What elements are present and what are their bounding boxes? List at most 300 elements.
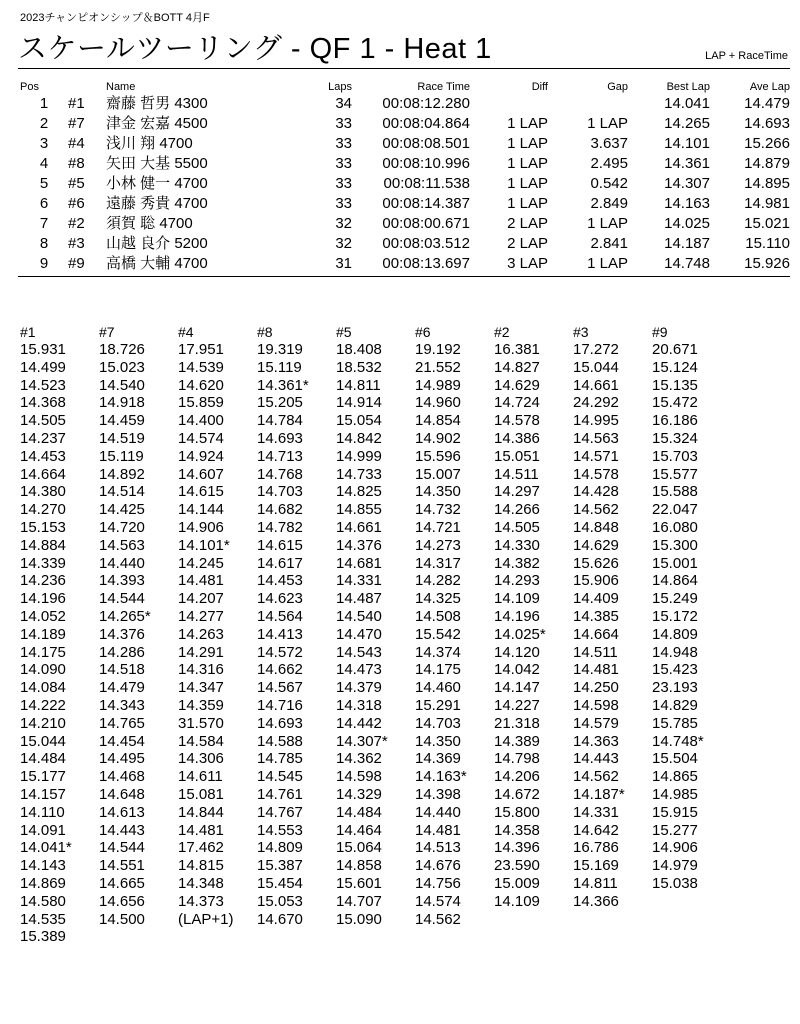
result-diff: 1 LAP [507, 115, 548, 132]
result-best: 14.101 [664, 135, 710, 152]
lap-row [20, 341, 731, 359]
lap-time: 14.598 [573, 696, 619, 714]
lap-time: 14.222 [20, 696, 66, 714]
lap-time: 14.551 [99, 857, 145, 875]
lap-time: 14.428 [573, 483, 619, 501]
lap-time: 14.481 [573, 661, 619, 679]
lap-time: 14.544 [99, 839, 145, 857]
result-gap: 3.637 [590, 135, 628, 152]
lap-time: 14.317 [415, 554, 461, 572]
lap-time: 14.720 [99, 518, 145, 536]
lap-row [20, 626, 731, 644]
lap-row [20, 839, 731, 857]
result-name: 小林 健一 4700 [106, 175, 208, 192]
lap-time: 15.177 [20, 768, 66, 786]
lap-time: 14.567 [257, 679, 303, 697]
result-race-time: 00:08:08.501 [382, 135, 470, 152]
lap-time: 14.511 [494, 465, 539, 483]
lap-row [20, 377, 731, 395]
lap-time: 14.693 [257, 714, 303, 732]
lap-time: 14.245 [178, 554, 224, 572]
lap-time: 14.869 [20, 874, 66, 892]
lap-time: 14.829 [652, 696, 698, 714]
lap-time: 14.297 [494, 483, 540, 501]
lap-time: 15.064 [336, 839, 382, 857]
lap-time: 14.960 [415, 394, 461, 412]
lap-time: 15.542 [415, 625, 461, 643]
lap-time: 14.713 [257, 447, 303, 465]
result-diff: 1 LAP [507, 195, 548, 212]
lap-time: 15.915 [652, 803, 698, 821]
lap-time: 14.539 [178, 358, 224, 376]
result-diff: 2 LAP [507, 235, 548, 252]
result-best: 14.361 [664, 155, 710, 172]
lap-time: 14.682 [257, 501, 303, 519]
lap-times-table [20, 323, 731, 946]
lap-time: 14.376 [336, 536, 382, 554]
lap-time: 14.325 [415, 590, 461, 608]
col-header-diff: Diff [531, 81, 548, 93]
lap-time: 17.272 [573, 341, 619, 358]
lap-time: 14.330 [494, 536, 540, 554]
result-row [20, 94, 790, 114]
lap-time: 14.858 [336, 857, 382, 875]
lap-time: 14.175 [415, 661, 461, 679]
lap-time: 14.562 [573, 768, 619, 786]
lap-time: 14.207 [178, 590, 224, 608]
result-num: #2 [68, 215, 85, 232]
lap-row [20, 893, 731, 911]
lap-time: 14.514 [99, 483, 145, 501]
lap-time: 14.361* [257, 376, 309, 394]
result-num: #3 [68, 235, 85, 252]
lap-time: 14.540 [336, 607, 382, 625]
result-laps: 31 [335, 255, 352, 272]
col-header-name: Name [106, 81, 136, 93]
lap-time: 14.798 [494, 750, 540, 768]
lap-time: 14.914 [336, 394, 382, 412]
lap-time: 14.584 [178, 732, 224, 750]
result-diff: 2 LAP [507, 215, 548, 232]
lap-time: 14.918 [99, 394, 145, 412]
result-num: #1 [68, 95, 85, 112]
lap-time: 14.784 [257, 412, 303, 430]
lap-time: 15.588 [652, 483, 698, 501]
lap-time: 19.192 [415, 341, 461, 358]
lap-time: 14.505 [20, 412, 66, 430]
lap-time: 14.523 [20, 376, 66, 394]
lap-column-header: #5 [336, 324, 352, 340]
lap-column-header: #8 [257, 324, 273, 340]
lap-time: 15.601 [336, 874, 382, 892]
lap-time: 15.389 [20, 928, 66, 946]
lap-time: 21.318 [494, 714, 540, 732]
lap-time: 14.459 [99, 412, 145, 430]
lap-time: 14.398 [415, 785, 461, 803]
lap-time: 15.135 [652, 376, 698, 394]
lap-time: 14.442 [336, 714, 382, 732]
lap-time: 14.733 [336, 465, 382, 483]
lap-time: 14.574 [415, 892, 461, 910]
lap-time: 14.707 [336, 892, 382, 910]
result-name: 高橋 大輔 4700 [106, 255, 208, 272]
lap-row [20, 679, 731, 697]
lap-time: 14.376 [99, 625, 145, 643]
result-num: #8 [68, 155, 85, 172]
lap-time: 16.186 [652, 412, 698, 430]
lap-time: 14.892 [99, 465, 145, 483]
lap-time: 14.811 [336, 376, 381, 394]
result-gap: 2.849 [590, 195, 628, 212]
lap-time: 14.676 [415, 857, 461, 875]
lap-time: 14.578 [494, 412, 540, 430]
result-name: 須賀 聡 4700 [106, 215, 193, 232]
lap-time: 14.041* [20, 839, 72, 857]
lap-time: 14.768 [257, 465, 303, 483]
col-header-laps: Laps [328, 81, 352, 93]
lap-time: 14.389 [494, 732, 540, 750]
result-row [20, 214, 790, 234]
result-laps: 33 [335, 195, 352, 212]
result-pos: 2 [39, 115, 49, 132]
lap-time: 14.629 [573, 536, 619, 554]
lap-time: 14.809 [257, 839, 303, 857]
lap-time: 14.481 [178, 821, 224, 839]
lap-time: 15.577 [652, 465, 698, 483]
lap-time: 15.785 [652, 714, 698, 732]
lap-time: 14.189 [20, 625, 66, 643]
lap-time: 14.989 [415, 376, 461, 394]
result-race-time: 00:08:13.697 [382, 255, 470, 272]
lap-time: 14.286 [99, 643, 145, 661]
result-pos: 8 [39, 235, 49, 252]
result-ave: 14.981 [744, 195, 790, 212]
lap-time: 14.362 [336, 750, 382, 768]
lap-time: 14.811 [573, 874, 618, 892]
lap-time: 14.842 [336, 429, 382, 447]
lap-time: 14.827 [494, 358, 540, 376]
result-pos: 3 [39, 135, 49, 152]
lap-time: 17.951 [178, 341, 224, 358]
result-row [20, 154, 790, 174]
lap-time: 15.053 [257, 892, 303, 910]
lap-time: 14.999 [336, 447, 382, 465]
event-subtitle: 2023チャンピオンシップ＆BOTT 4月F [20, 12, 210, 24]
lap-time: 14.331 [573, 803, 619, 821]
lap-row [20, 359, 731, 377]
lap-time: 14.782 [257, 518, 303, 536]
lap-time: 14.413 [257, 625, 303, 643]
lap-time: 14.598 [336, 768, 382, 786]
lap-time: 16.381 [494, 341, 540, 358]
lap-time: 14.464 [336, 821, 382, 839]
lap-time: 14.157 [20, 785, 66, 803]
col-header-race-time: Race Time [417, 81, 470, 93]
lap-time: 14.732 [415, 501, 461, 519]
result-laps: 33 [335, 135, 352, 152]
result-diff: 1 LAP [507, 155, 548, 172]
lap-column-header: #6 [415, 324, 431, 340]
lap-time: 14.473 [336, 661, 382, 679]
lap-time: 14.765 [99, 714, 145, 732]
lap-column-header: #1 [20, 324, 36, 340]
result-best: 14.163 [664, 195, 710, 212]
lap-time: 14.369 [415, 750, 461, 768]
lap-time: 14.273 [415, 536, 461, 554]
lap-row [20, 466, 731, 484]
lap-time: 14.425 [99, 501, 145, 519]
lap-time: 16.080 [652, 518, 698, 536]
lap-time: 14.703 [415, 714, 461, 732]
lap-time: 14.661 [573, 376, 619, 394]
lap-time: 14.347 [178, 679, 224, 697]
lap-time: 14.670 [257, 910, 303, 928]
lap-time: 15.324 [652, 429, 698, 447]
lap-time: 14.484 [336, 803, 382, 821]
page-title: スケールツーリング - QF 1 - Heat 1 [18, 33, 492, 65]
lap-time: 14.144 [178, 501, 224, 519]
lap-row [20, 644, 731, 662]
result-num: #5 [68, 175, 85, 192]
lap-row [20, 928, 731, 946]
result-best: 14.187 [664, 235, 710, 252]
lap-time: 14.761 [257, 785, 303, 803]
lap-time: 14.348 [178, 874, 224, 892]
result-name: 矢田 大基 5500 [106, 155, 208, 172]
lap-time: 14.815 [178, 857, 224, 875]
lap-time: 14.210 [20, 714, 66, 732]
lap-time: 14.672 [494, 785, 540, 803]
lap-time: 14.358 [494, 821, 540, 839]
lap-time: 14.385 [573, 607, 619, 625]
lap-time: 14.379 [336, 679, 382, 697]
result-race-time: 00:08:11.538 [383, 175, 470, 192]
lap-time: 14.703 [257, 483, 303, 501]
result-name: 津金 宏嘉 4500 [106, 115, 208, 132]
result-ave: 14.479 [744, 95, 790, 112]
result-best: 14.041 [664, 95, 710, 112]
lap-row [20, 768, 731, 786]
result-ave: 15.021 [744, 215, 790, 232]
result-name: 浅川 翔 4700 [106, 135, 193, 152]
lap-time: 14.250 [573, 679, 619, 697]
result-pos: 1 [39, 95, 49, 112]
result-num: #4 [68, 135, 85, 152]
lap-time: 14.382 [494, 554, 540, 572]
lap-time: 17.462 [178, 839, 224, 857]
result-num: #9 [68, 255, 85, 272]
lap-time: 14.563 [99, 536, 145, 554]
lap-time: 14.453 [257, 572, 303, 590]
lap-time: 20.671 [652, 341, 698, 358]
lap-time: 15.800 [494, 803, 540, 821]
result-race-time: 00:08:03.512 [382, 235, 470, 252]
lap-time: 14.307* [336, 732, 388, 750]
lap-time: 14.864 [652, 572, 698, 590]
lap-time: 24.292 [573, 394, 619, 412]
lap-times-header-row [20, 323, 731, 341]
lap-time: 14.025* [494, 625, 546, 643]
lap-time: 14.495 [99, 750, 145, 768]
lap-row [20, 394, 731, 412]
lap-column-header: #2 [494, 324, 510, 340]
lap-time: 14.505 [494, 518, 540, 536]
lap-time: 14.948 [652, 643, 698, 661]
lap-time: 15.472 [652, 394, 698, 412]
lap-time: 14.588 [257, 732, 303, 750]
lap-time: 14.366 [573, 892, 619, 910]
lap-time: 14.484 [20, 750, 66, 768]
lap-time: 15.596 [415, 447, 461, 465]
result-pos: 5 [39, 175, 49, 192]
result-gap: 2.841 [590, 235, 628, 252]
col-header-best-lap: Best Lap [666, 81, 710, 93]
lap-row [20, 911, 731, 929]
result-ave: 15.110 [745, 235, 790, 252]
lap-time: 14.572 [257, 643, 303, 661]
lap-time: 14.443 [573, 750, 619, 768]
lap-time: 14.979 [652, 857, 698, 875]
result-name: 山越 良介 5200 [106, 235, 208, 252]
lap-time: 14.748* [652, 732, 704, 750]
lap-time: 14.661 [336, 518, 382, 536]
result-ave: 14.879 [744, 155, 790, 172]
lap-time: 15.423 [652, 661, 698, 679]
lap-time: 14.101* [178, 536, 230, 554]
lap-row [20, 412, 731, 430]
lap-time: 21.552 [415, 358, 461, 376]
lap-time: 14.206 [494, 768, 540, 786]
result-best: 14.748 [664, 255, 710, 272]
lap-time: 14.373 [178, 892, 224, 910]
lap-column-header: #3 [573, 324, 589, 340]
lap-time: 14.865 [652, 768, 698, 786]
lap-time: 14.511 [573, 643, 618, 661]
lap-time: 14.693 [257, 429, 303, 447]
lap-time: 14.386 [494, 429, 540, 447]
lap-time: 18.726 [99, 341, 145, 358]
lap-time: 14.681 [336, 554, 382, 572]
lap-time: 14.809 [652, 625, 698, 643]
lap-time: 15.387 [257, 857, 303, 875]
lap-time: 15.044 [20, 732, 66, 750]
lap-time: 18.408 [336, 341, 382, 358]
lap-time: 14.052 [20, 607, 66, 625]
lap-time: 14.884 [20, 536, 66, 554]
lap-time: 14.196 [494, 607, 540, 625]
lap-row [20, 786, 731, 804]
lap-time: 15.454 [257, 874, 303, 892]
lap-time: 14.985 [652, 785, 698, 803]
lap-time: 14.368 [20, 394, 66, 412]
result-row [20, 234, 790, 254]
lap-time: 15.277 [652, 821, 698, 839]
lap-time: 14.906 [178, 518, 224, 536]
lap-time: 14.825 [336, 483, 382, 501]
lap-time: 14.995 [573, 412, 619, 430]
lap-time: 23.590 [494, 857, 540, 875]
lap-time: 14.109 [494, 892, 540, 910]
result-row [20, 114, 790, 134]
lap-time: 14.578 [573, 465, 619, 483]
lap-time: 14.545 [257, 768, 303, 786]
lap-time: 14.664 [20, 465, 66, 483]
lap-time: 14.543 [336, 643, 382, 661]
lap-time: 14.535 [20, 910, 66, 928]
lap-time: 14.716 [257, 696, 303, 714]
lap-time: 14.756 [415, 874, 461, 892]
lap-time: 14.318 [336, 696, 382, 714]
lap-time: 14.109 [494, 590, 540, 608]
lap-time: 15.090 [336, 910, 382, 928]
lap-row [20, 572, 731, 590]
lap-time: 23.193 [652, 679, 698, 697]
lap-time: 14.615 [178, 483, 224, 501]
lap-time: 14.656 [99, 892, 145, 910]
lap-row [20, 430, 731, 448]
lap-row [20, 804, 731, 822]
lap-time: 14.562 [415, 910, 461, 928]
result-num: #7 [68, 115, 85, 132]
result-race-time: 00:08:10.996 [382, 155, 470, 172]
lap-time: 14.767 [257, 803, 303, 821]
results-header-row [20, 80, 790, 94]
result-gap: 1 LAP [587, 215, 628, 232]
result-pos: 4 [39, 155, 49, 172]
lap-time: 14.518 [99, 661, 145, 679]
lap-time: 14.343 [99, 696, 145, 714]
lap-time: 14.500 [99, 910, 145, 928]
col-header-ave-lap: Ave Lap [749, 81, 790, 93]
result-ave: 15.266 [744, 135, 790, 152]
lap-time: 14.331 [336, 572, 382, 590]
lap-time: 14.460 [415, 679, 461, 697]
col-header-gap: Gap [607, 81, 628, 93]
result-gap: 1 LAP [587, 255, 628, 272]
result-ave: 14.895 [744, 175, 790, 192]
lap-time: 14.620 [178, 376, 224, 394]
lap-row [20, 857, 731, 875]
result-pos: 6 [39, 195, 49, 212]
lap-row [20, 483, 731, 501]
lap-time: 14.648 [99, 785, 145, 803]
lap-time: 15.859 [178, 394, 224, 412]
lap-time: 15.300 [652, 536, 698, 554]
lap-time: 14.350 [415, 732, 461, 750]
result-best: 14.307 [664, 175, 710, 192]
lap-time: 14.454 [99, 732, 145, 750]
lap-time: 15.124 [652, 358, 698, 376]
lap-time: 15.051 [494, 447, 540, 465]
lap-time: 15.906 [573, 572, 619, 590]
lap-time: 14.266 [494, 501, 540, 519]
lap-row [20, 555, 731, 573]
result-row [20, 194, 790, 214]
result-diff [470, 94, 548, 114]
lap-row [20, 750, 731, 768]
lap-time: 14.396 [494, 839, 540, 857]
lap-time: 15.054 [336, 412, 382, 430]
lap-time: 18.532 [336, 358, 382, 376]
lap-time: 15.009 [494, 874, 540, 892]
result-best: 14.265 [664, 115, 710, 132]
lap-time: 14.468 [99, 768, 145, 786]
lap-time: 14.481 [178, 572, 224, 590]
lap-time: 14.359 [178, 696, 224, 714]
lap-time: 14.409 [573, 590, 619, 608]
result-row [20, 134, 790, 154]
lap-time: 14.479 [99, 679, 145, 697]
